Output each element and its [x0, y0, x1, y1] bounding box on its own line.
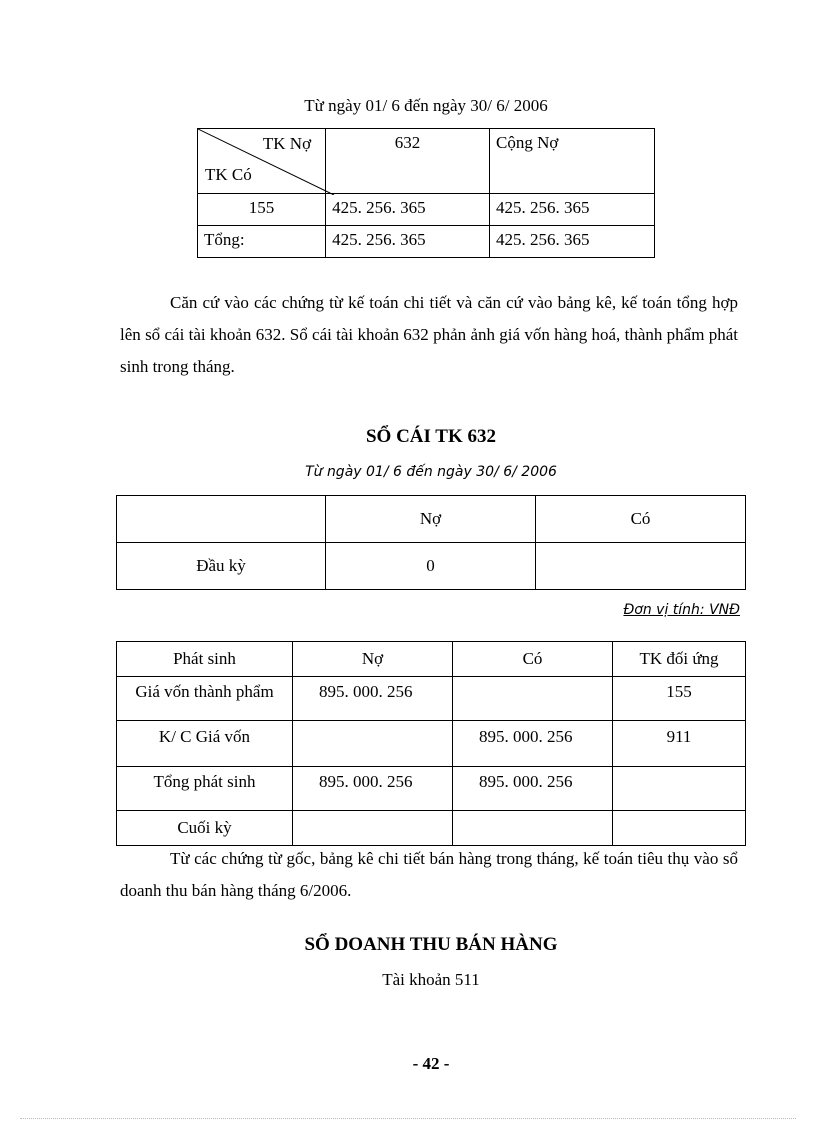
- table-row: [117, 677, 746, 721]
- cell-co: [453, 811, 613, 846]
- header-tk-co: TK Có: [205, 165, 252, 184]
- page-footer-divider: [20, 1118, 796, 1119]
- table-row: [117, 543, 746, 590]
- row-label: 155: [198, 194, 326, 226]
- opening-balance-table: [116, 495, 746, 590]
- cell-total: 425. 256. 365: [490, 226, 655, 258]
- row-label: Tổng phát sinh: [117, 767, 293, 811]
- header-phat-sinh: Phát sinh: [117, 642, 293, 677]
- header-no: Nợ: [293, 642, 453, 677]
- transactions-table: [116, 641, 746, 846]
- empty-header-cell: [117, 496, 326, 543]
- paragraph-1: Căn cứ vào các chứng từ kế toán chi tiết và căn cứ vào bảng kê, kế toán tổng hợp lên sổ cái tài khoản 632. Sổ cái tài khoản 632 phản ảnh giá vốn hàng hoá, thành phẩm phát sinh trong tháng.: [120, 293, 738, 376]
- row-label: Tổng:: [198, 226, 326, 258]
- diagonal-header-cell: [198, 129, 326, 194]
- cell-co: 895. 000. 256: [453, 767, 613, 811]
- cell-632: 425. 256. 365: [326, 194, 490, 226]
- ledger-heading: SỔ CÁI TK 632: [365, 426, 497, 447]
- row-label: K/ C Giá vốn: [117, 721, 293, 767]
- page-number: - 42 -: [412, 1054, 450, 1073]
- cell-no: [293, 811, 453, 846]
- header-no: Nợ: [326, 496, 536, 543]
- header-632: 632: [326, 129, 490, 194]
- cell-tk: [613, 811, 746, 846]
- paragraph-2: Từ các chứng từ gốc, bảng kê chi tiết bán hàng trong tháng, kế toán tiêu thụ vào sổ doanh thu bán hàng tháng 6/2006.: [120, 849, 738, 900]
- row-label: Cuối kỳ: [117, 811, 293, 846]
- summary-table: [197, 128, 655, 258]
- cell-no: 895. 000. 256: [293, 767, 453, 811]
- header-tk-no: TK Nợ: [262, 134, 312, 153]
- header-co: Có: [453, 642, 613, 677]
- cell-tk: 911: [613, 721, 746, 767]
- cell-no: 895. 000. 256: [293, 677, 453, 721]
- table-row: [198, 226, 655, 258]
- table-row: [117, 721, 746, 767]
- cell-tk: [613, 767, 746, 811]
- table-row: [117, 811, 746, 846]
- table-row: [117, 767, 746, 811]
- row-label: Đầu kỳ: [117, 543, 326, 590]
- header-co: Có: [536, 496, 746, 543]
- opening-no-value: 0: [326, 543, 536, 590]
- cell-co: [453, 677, 613, 721]
- cell-total: 425. 256. 365: [490, 194, 655, 226]
- header-tk-doi-ung: TK đối ứng: [613, 642, 746, 677]
- cell-co: 895. 000. 256: [453, 721, 613, 767]
- row-label: Giá vốn thành phẩm: [117, 677, 293, 721]
- table1-title: Từ ngày 01/ 6 đến ngày 30/ 6/ 2006: [304, 96, 548, 115]
- cell-tk: 155: [613, 677, 746, 721]
- cell-632: 425. 256. 365: [326, 226, 490, 258]
- unit-note: Đơn vị tính: VNĐ: [623, 602, 740, 618]
- revenue-heading: SỔ DOANH THU BÁN HÀNG: [304, 934, 558, 955]
- opening-co-value: [536, 543, 746, 590]
- table-row: [198, 194, 655, 226]
- cell-no: [293, 721, 453, 767]
- revenue-account: Tài khoản 511: [382, 970, 480, 989]
- ledger-subtitle: Từ ngày 01/ 6 đến ngày 30/ 6/ 2006: [305, 464, 557, 480]
- header-cong-no: Cộng Nợ: [490, 129, 655, 194]
